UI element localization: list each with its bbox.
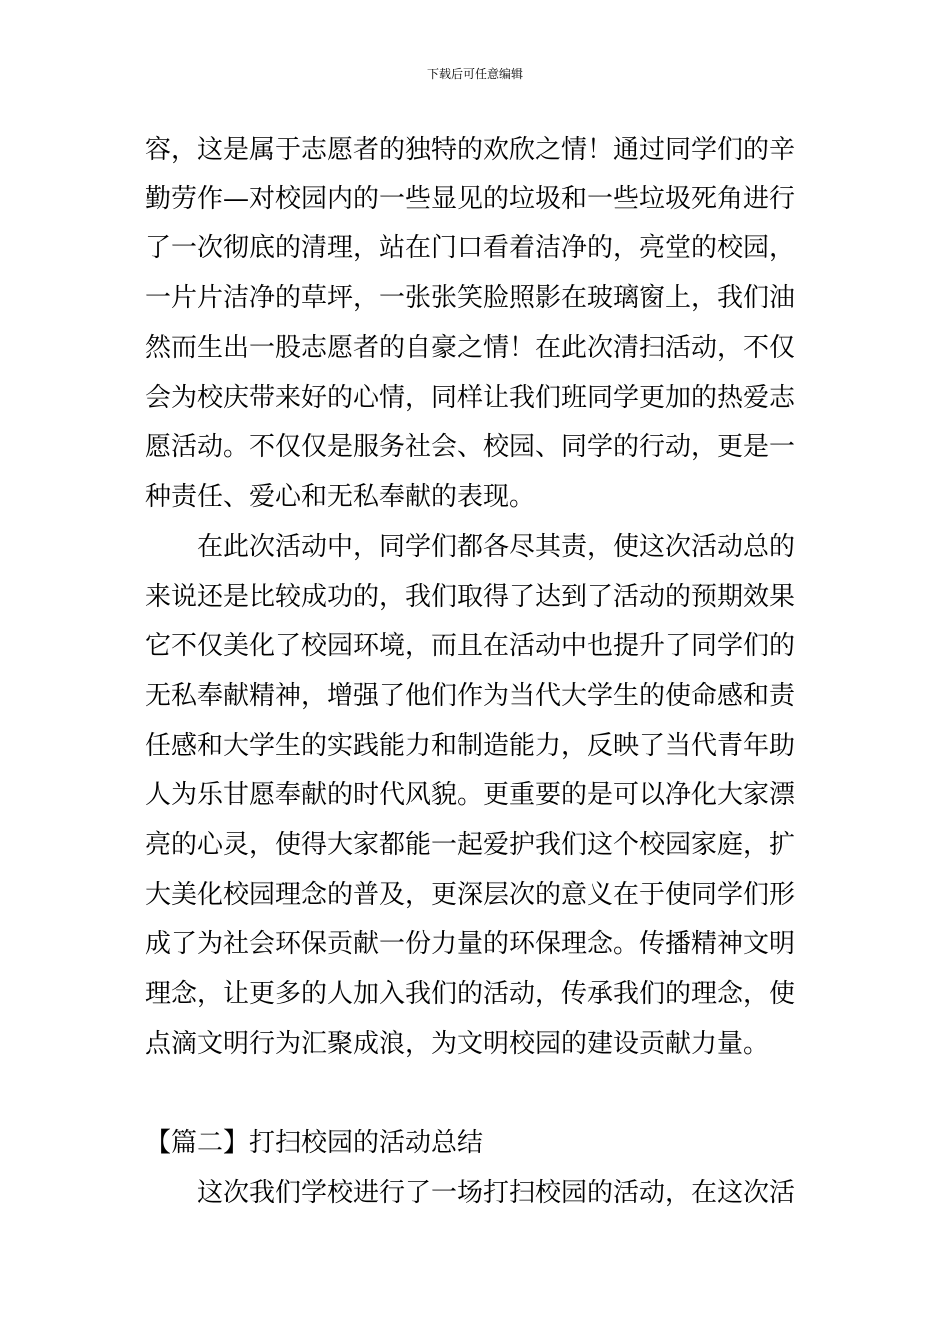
paragraph-2-line-3: 它不仅美化了校园环境，而且在活动中也提升了同学们的 <box>145 631 796 661</box>
paragraph-1-line-2: 勤劳作—对校园内的一些显见的垃圾和一些垃圾死角进行 <box>145 184 796 214</box>
paragraph-2-line-5: 任感和大学生的实践能力和制造能力，反映了当代青年助 <box>145 731 796 761</box>
paragraph-2-line-4: 无私奉献精神，增强了他们作为当代大学生的使命感和责 <box>145 681 796 711</box>
paragraph-2-line-9: 成了为社会环保贡献一份力量的环保理念。传播精神文明 <box>145 929 796 959</box>
paragraph-2-line-10: 理念，让更多的人加入我们的活动，传承我们的理念，使 <box>145 979 796 1009</box>
section-title: 【篇二】打扫校园的活动总结 <box>145 1128 484 1158</box>
paragraph-1-line-8: 种责任、爱心和无私奉献的表现。 <box>145 482 536 512</box>
paragraph-3-line-1: 这次我们学校进行了一场打扫校园的活动，在这次活 <box>197 1178 796 1208</box>
paragraph-1-line-1: 容，这是属于志愿者的独特的欢欣之情！通过同学们的辛 <box>145 135 796 165</box>
paragraph-1-line-3: 了一次彻底的清理，站在门口看着洁净的，亮堂的校园， <box>145 233 796 263</box>
paragraph-1-line-5: 然而生出一股志愿者的自豪之情！在此次清扫活动，不仅 <box>145 333 796 363</box>
paragraph-2-line-7: 亮的心灵，使得大家都能一起爱护我们这个校园家庭，扩 <box>145 830 796 860</box>
paragraph-2-line-1: 在此次活动中，同学们都各尽其责，使这次活动总的 <box>197 532 796 562</box>
paragraph-2-line-2: 来说还是比较成功的，我们取得了达到了活动的预期效果 <box>145 582 796 612</box>
paragraph-1-line-4: 一片片洁净的草坪，一张张笑脸照影在玻璃窗上，我们油 <box>145 283 796 313</box>
paragraph-2-line-6: 人为乐甘愿奉献的时代风貌。更重要的是可以净化大家漂 <box>145 780 796 810</box>
paragraph-2-line-8: 大美化校园理念的普及，更深层次的意义在于使同学们形 <box>145 880 796 910</box>
paragraph-1-line-7: 愿活动。不仅仅是服务社会、校园、同学的行动，更是一 <box>145 432 796 462</box>
paragraph-1-line-6: 会为校庆带来好的心情，同样让我们班同学更加的热爱志 <box>145 383 796 413</box>
page-header: 下载后可任意编辑 <box>426 67 523 81</box>
paragraph-2-line-11: 点滴文明行为汇聚成浪，为文明校园的建设贡献力量。 <box>145 1029 770 1059</box>
